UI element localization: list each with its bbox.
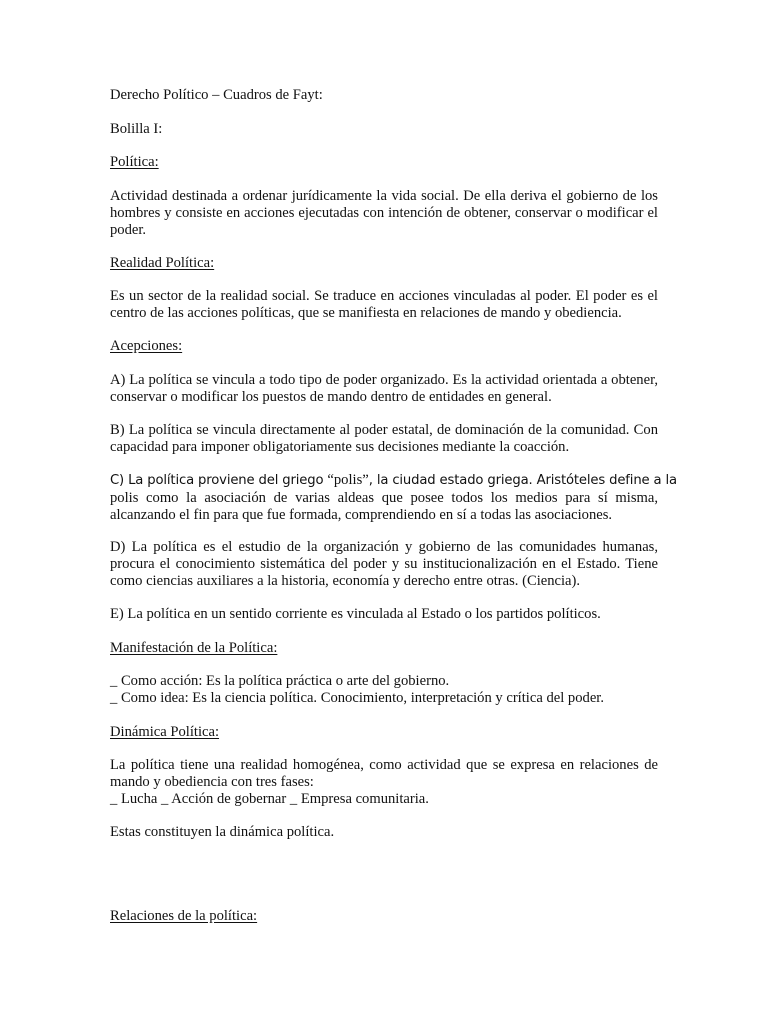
unit-label: Bolilla I: xyxy=(110,121,163,137)
acepcion-a: A) La política se vincula a todo tipo de poder organizado. Es la actividad orientada a obtener, conservar o modificar los puestos de mando dentro de entidades en general. xyxy=(110,372,658,406)
dinamica-cierre: Estas constituyen la dinámica política. xyxy=(110,824,335,840)
acepcion-c-first-line xyxy=(110,472,677,489)
acepcion-c-lead: C) La política proviene del griego xyxy=(110,473,328,488)
manifestacion-accion: _ Como acción: Es la política práctica o arte del gobierno. xyxy=(110,673,450,689)
document-title: Derecho Político – Cuadros de Fayt: xyxy=(110,87,323,103)
acepcion-d: D) La política es el estudio de la organización y gobierno de las comunidades humanas, procura el conocimiento sistemática del poder y su institucionalización en el Estado. Tiene como ciencias auxiliares a la historia, economía y derecho entre otras. (Ciencia). xyxy=(110,539,658,590)
acepcion-c-tail: , la ciudad estado griega. Aristóteles define a la xyxy=(368,473,677,488)
acepcion-e: E) La política en un sentido corriente es vinculada al Estado o los partidos políticos. xyxy=(110,606,601,622)
heading-politica: Política: xyxy=(110,154,159,170)
paragraph-politica: Actividad destinada a ordenar jurídicamente la vida social. De ella deriva el gobierno de los hombres y consiste en acciones ejecutadas con intención de obtener, conservar o modificar el poder. xyxy=(110,188,658,239)
heading-relaciones: Relaciones de la política: xyxy=(110,908,258,924)
heading-acepciones: Acepciones: xyxy=(110,338,183,354)
paragraph-dinamica: La política tiene una realidad homogénea, como actividad que se expresa en relaciones de mando y obediencia con tres fases: xyxy=(110,757,658,791)
manifestacion-idea: _ Como idea: Es la ciencia política. Conocimiento, interpretación y crítica del poder. xyxy=(110,690,604,706)
heading-dinamica: Dinámica Política: xyxy=(110,724,220,740)
heading-manifestacion: Manifestación de la Política: xyxy=(110,640,278,656)
acepcion-c-rest: polis como la asociación de varias aldeas que posee todos los medios para sí misma, alcanzando el fin para que fue formada, comprendiendo en sí a todas las asociaciones. xyxy=(110,490,658,524)
acepcion-c-quote: “polis” xyxy=(327,472,369,488)
heading-realidad-politica: Realidad Política: xyxy=(110,255,215,271)
acepcion-b: B) La política se vincula directamente al poder estatal, de dominación de la comunidad. Con capacidad para imponer obligatoriamente sus decisiones mediante la coacción. xyxy=(110,422,658,456)
paragraph-realidad-politica: Es un sector de la realidad social. Se traduce en acciones vinculadas al poder. El poder es el centro de las acciones políticas, que se manifiesta en relaciones de mando y obediencia. xyxy=(110,288,658,322)
dinamica-fases: _ Lucha _ Acción de gobernar _ Empresa comunitaria. xyxy=(110,791,429,807)
